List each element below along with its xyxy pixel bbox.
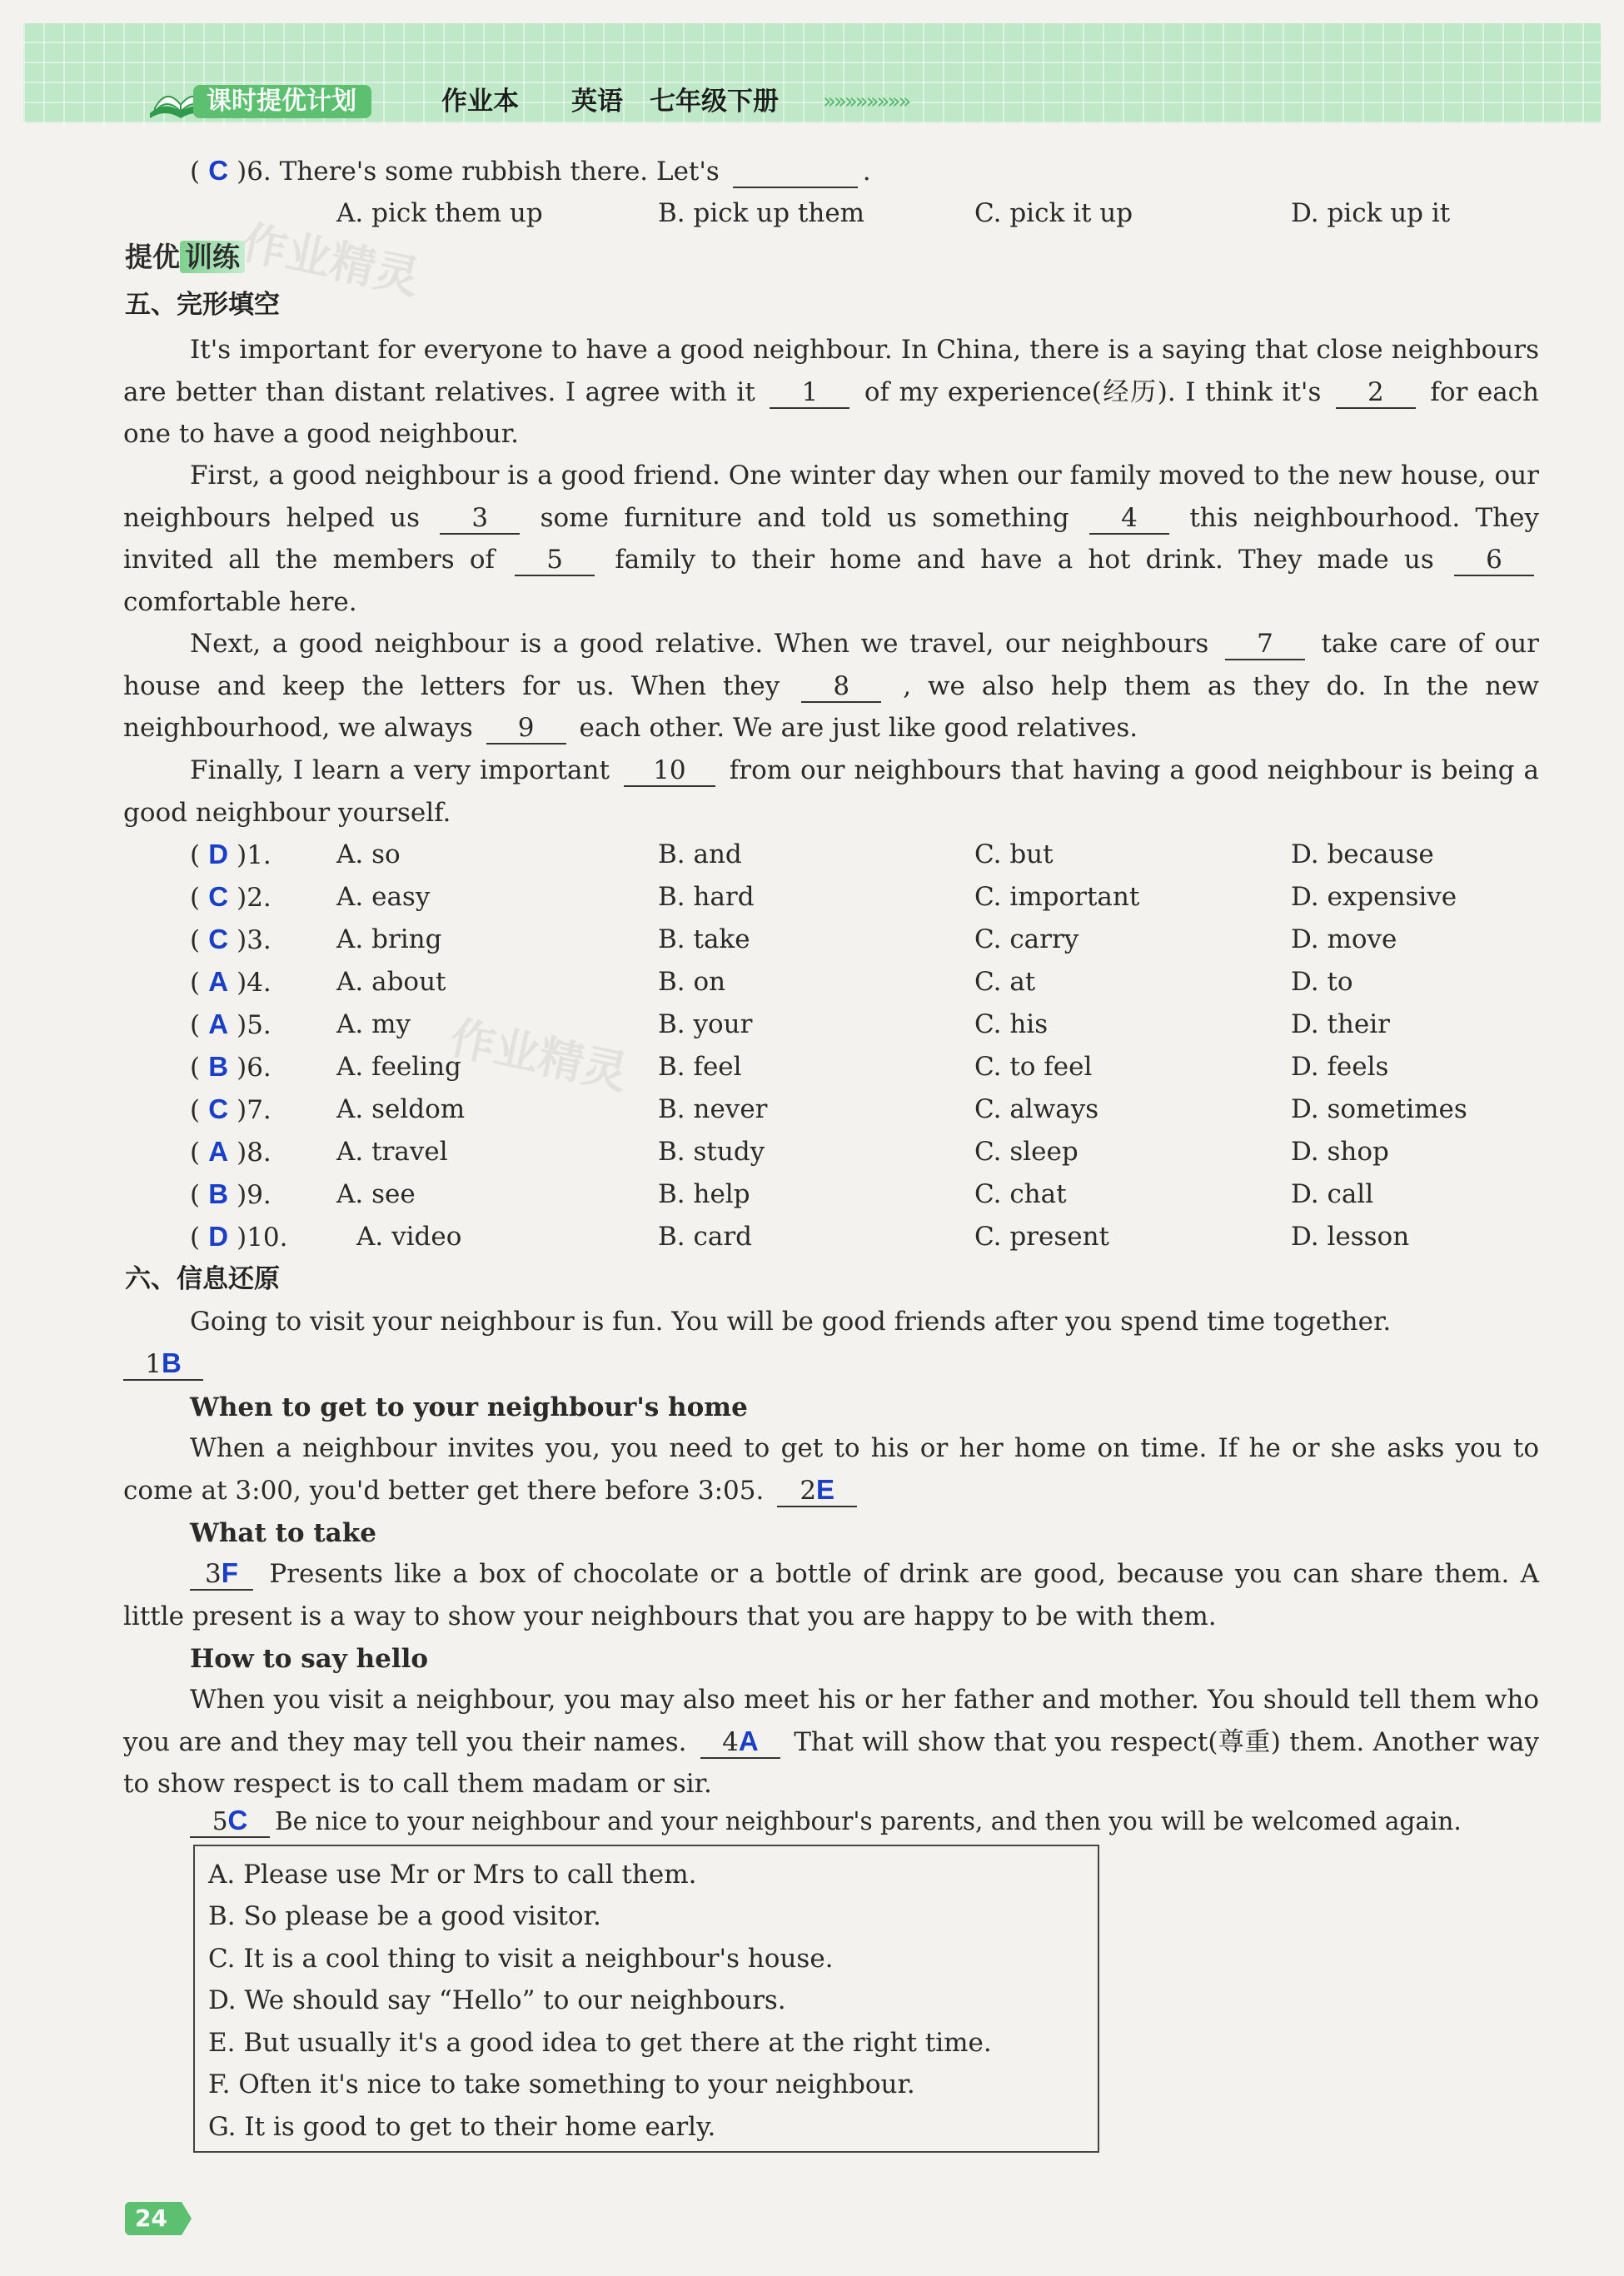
option-f: F. Often it's nice to take something to your neighbour.	[208, 2069, 915, 2099]
cloze-q3-a: A. bring	[336, 924, 442, 954]
banner-part2: 训练	[180, 241, 245, 273]
cloze-q6-b: B. feel	[658, 1052, 742, 1082]
cloze-q8-a: A. travel	[336, 1137, 448, 1167]
cloze-q2-a: A. easy	[336, 882, 431, 912]
cloze-q5-c: C. his	[974, 1009, 1049, 1039]
cloze-q6-a: A. feeling	[336, 1052, 461, 1082]
cloze-q2-c: C. important	[974, 882, 1140, 912]
heading-what: What to take	[190, 1518, 376, 1548]
cloze-q2-d: D. expensive	[1291, 882, 1457, 912]
options-box	[193, 1845, 1099, 2153]
book-type: 作业本	[441, 87, 519, 117]
cloze-blank-9: 9	[486, 713, 566, 745]
cloze-q9-c: C. chat	[974, 1179, 1067, 1209]
q6-number: )6.	[237, 157, 271, 187]
cloze-q4-d: D. to	[1291, 967, 1353, 997]
info-paragraph-3: When you visit a neighbour, you may also meet his or her father and mother. You should tell them who you are and they may tell you their names. 4A That will show that you respect(尊重) them. Another way to show respect is to call them madam or sir.	[123, 1685, 1540, 1799]
cloze-q7-a: A. seldom	[336, 1094, 466, 1124]
cloze-q6: ( B )6.	[190, 1051, 271, 1083]
cloze-q5-b: B. your	[658, 1009, 753, 1039]
cloze-blank-10: 10	[624, 755, 715, 787]
cloze-q8-d: D. shop	[1291, 1137, 1389, 1167]
grade: 七年级下册	[650, 87, 779, 117]
cloze-blank-5: 5	[515, 545, 595, 576]
info-paragraph-1: When a neighbour invites you, you need to get to his or her home on time. If he or she asks you to come at 3:00, you'd better get there before 3:05. 2E	[123, 1433, 1539, 1506]
cloze-q3-d: D. move	[1291, 924, 1397, 954]
cloze-q7-b: B. never	[658, 1094, 768, 1124]
info-intro: Going to visit your neighbour is fun. You will be good friends after you spend time together.	[190, 1307, 1392, 1337]
cloze-q5-d: D. their	[1291, 1009, 1390, 1039]
cloze-q1-b: B. and	[658, 839, 742, 869]
cloze-paragraph-1: It's important for everyone to have a good neighbour. In China, there is a saying that close neighbours are better than distant relatives. I agree with it 1 of my experience(经历). I think it's 2 for each one to have a good neighbour.	[123, 335, 1540, 449]
watermark-top: 作业精灵	[237, 216, 425, 305]
cloze-q1-a: A. so	[336, 839, 401, 869]
brand-label: 课时提优计划	[193, 85, 371, 118]
cloze-q7-c: C. always	[974, 1094, 1099, 1124]
cloze-q9-d: D. call	[1291, 1179, 1374, 1209]
option-b: B. So please be a good visitor.	[208, 1901, 601, 1931]
cloze-paragraph-4: Finally, I learn a very important 10 from our neighbours that having a good neighbour is being a good neighbour yourself.	[123, 755, 1540, 828]
cloze-q6-d: D. feels	[1291, 1052, 1389, 1082]
cloze-q1-c: C. but	[974, 839, 1054, 869]
q6-option-a: A. pick them up	[336, 198, 543, 228]
cloze-q9-b: B. help	[658, 1179, 750, 1209]
cloze-q10-a: A. video	[356, 1222, 462, 1252]
header-arrows: »»»»»»»»	[823, 89, 909, 114]
cloze-q4-b: B. on	[658, 967, 726, 997]
cloze-q4-a: A. about	[336, 967, 446, 997]
cloze-q10-c: C. present	[974, 1222, 1110, 1252]
cloze-q9-a: A. see	[336, 1179, 416, 1209]
info-paragraph-2: 3F Presents like a box of chocolate or a bottle of drink are good, because you can share them. A little present is a way to show your neighbours that you are happy to be with them.	[123, 1557, 1539, 1631]
cloze-q6-c: C. to feel	[974, 1052, 1093, 1082]
q6-answer: C	[208, 155, 229, 186]
q6-option-b: B. pick up them	[658, 198, 865, 228]
heading-how: How to say hello	[190, 1644, 429, 1674]
q6-option-c: C. pick it up	[974, 198, 1133, 228]
cloze-q5: ( A )5.	[190, 1009, 271, 1040]
cloze-blank-1: 1	[770, 377, 849, 409]
cloze-q3-b: B. take	[658, 924, 750, 954]
option-g: G. It is good to get to their home early.	[208, 2112, 716, 2142]
cloze-blank-6: 6	[1454, 545, 1534, 576]
option-a: A. Please use Mr or Mrs to call them.	[208, 1860, 697, 1890]
cloze-q9: ( B )9.	[190, 1178, 271, 1210]
cloze-q10: ( D )10.	[190, 1221, 288, 1253]
cloze-q7-d: D. sometimes	[1291, 1094, 1467, 1124]
cloze-blank-2: 2	[1336, 377, 1416, 409]
cloze-paragraph-3: Next, a good neighbour is a good relative. When we travel, our neighbours 7 take care of our house and keep the letters for us. When they 8 , we also help them as they do. In the new neighbourhood, we always 9 each other. We are just like good relatives.	[123, 629, 1540, 743]
cloze-blank-7: 7	[1225, 629, 1305, 660]
cloze-q10-d: D. lesson	[1291, 1222, 1410, 1252]
cloze-q8-b: B. study	[658, 1137, 765, 1167]
option-d: D. We should say “Hello” to our neighbours.	[208, 1985, 786, 2015]
section-banner	[125, 240, 245, 275]
subject: 英语	[571, 87, 623, 117]
cloze-q8: ( A )8.	[190, 1136, 271, 1168]
cloze-blank-4: 4	[1089, 503, 1169, 535]
cloze-title: 五、完形填空	[125, 290, 280, 320]
cloze-blank-8: 8	[801, 671, 881, 703]
info-paragraph-4: 5C Be nice to your neighbour and your neighbour's parents, and then you will be welcomed again.	[190, 1805, 1462, 1838]
page-number: 24	[125, 2202, 177, 2235]
cloze-q2-b: B. hard	[658, 882, 755, 912]
option-c: C. It is a cool thing to visit a neighbour's house.	[208, 1944, 834, 1974]
banner-part1: 提优	[125, 241, 180, 273]
q6-option-d: D. pick up it	[1291, 198, 1451, 228]
cloze-q4: ( A )4.	[190, 966, 271, 998]
cloze-q3-c: C. carry	[974, 924, 1079, 954]
q6-text: There's some rubbish there. Let's	[279, 157, 720, 187]
watermark-middle: 作业精灵	[445, 1011, 633, 1100]
cloze-q1-d: D. because	[1291, 839, 1434, 869]
q6-blank	[733, 157, 858, 188]
cloze-q3: ( C )3.	[190, 924, 271, 955]
page-arrow-icon	[173, 2202, 193, 2235]
q6-end: .	[862, 157, 871, 187]
cloze-q2: ( C )2.	[190, 881, 271, 913]
option-e: E. But usually it's a good idea to get there at the right time.	[208, 2028, 992, 2058]
cloze-q7: ( C )7.	[190, 1093, 271, 1125]
info-blank-1: 1B	[123, 1347, 203, 1381]
cloze-q4-c: C. at	[974, 967, 1036, 997]
q6-line: ( C )6. There's some rubbish there. Let's .	[190, 155, 871, 187]
cloze-q8-c: C. sleep	[974, 1137, 1079, 1167]
cloze-blank-3: 3	[440, 503, 520, 535]
info-title: 六、信息还原	[125, 1264, 280, 1294]
cloze-q1: ( D )1.	[190, 839, 271, 870]
cloze-q10-b: B. card	[658, 1222, 752, 1252]
cloze-paragraph-2: First, a good neighbour is a good friend. One winter day when our family moved to the new house, our neighbours helped us 3 some furniture and told us something 4 this neighbourhood. They invited all the members of 5 family to their home and have a hot drink. They made us 6 comfortable here.	[123, 461, 1539, 617]
heading-when: When to get to your neighbour's home	[190, 1392, 748, 1422]
cloze-q5-a: A. my	[336, 1009, 411, 1039]
